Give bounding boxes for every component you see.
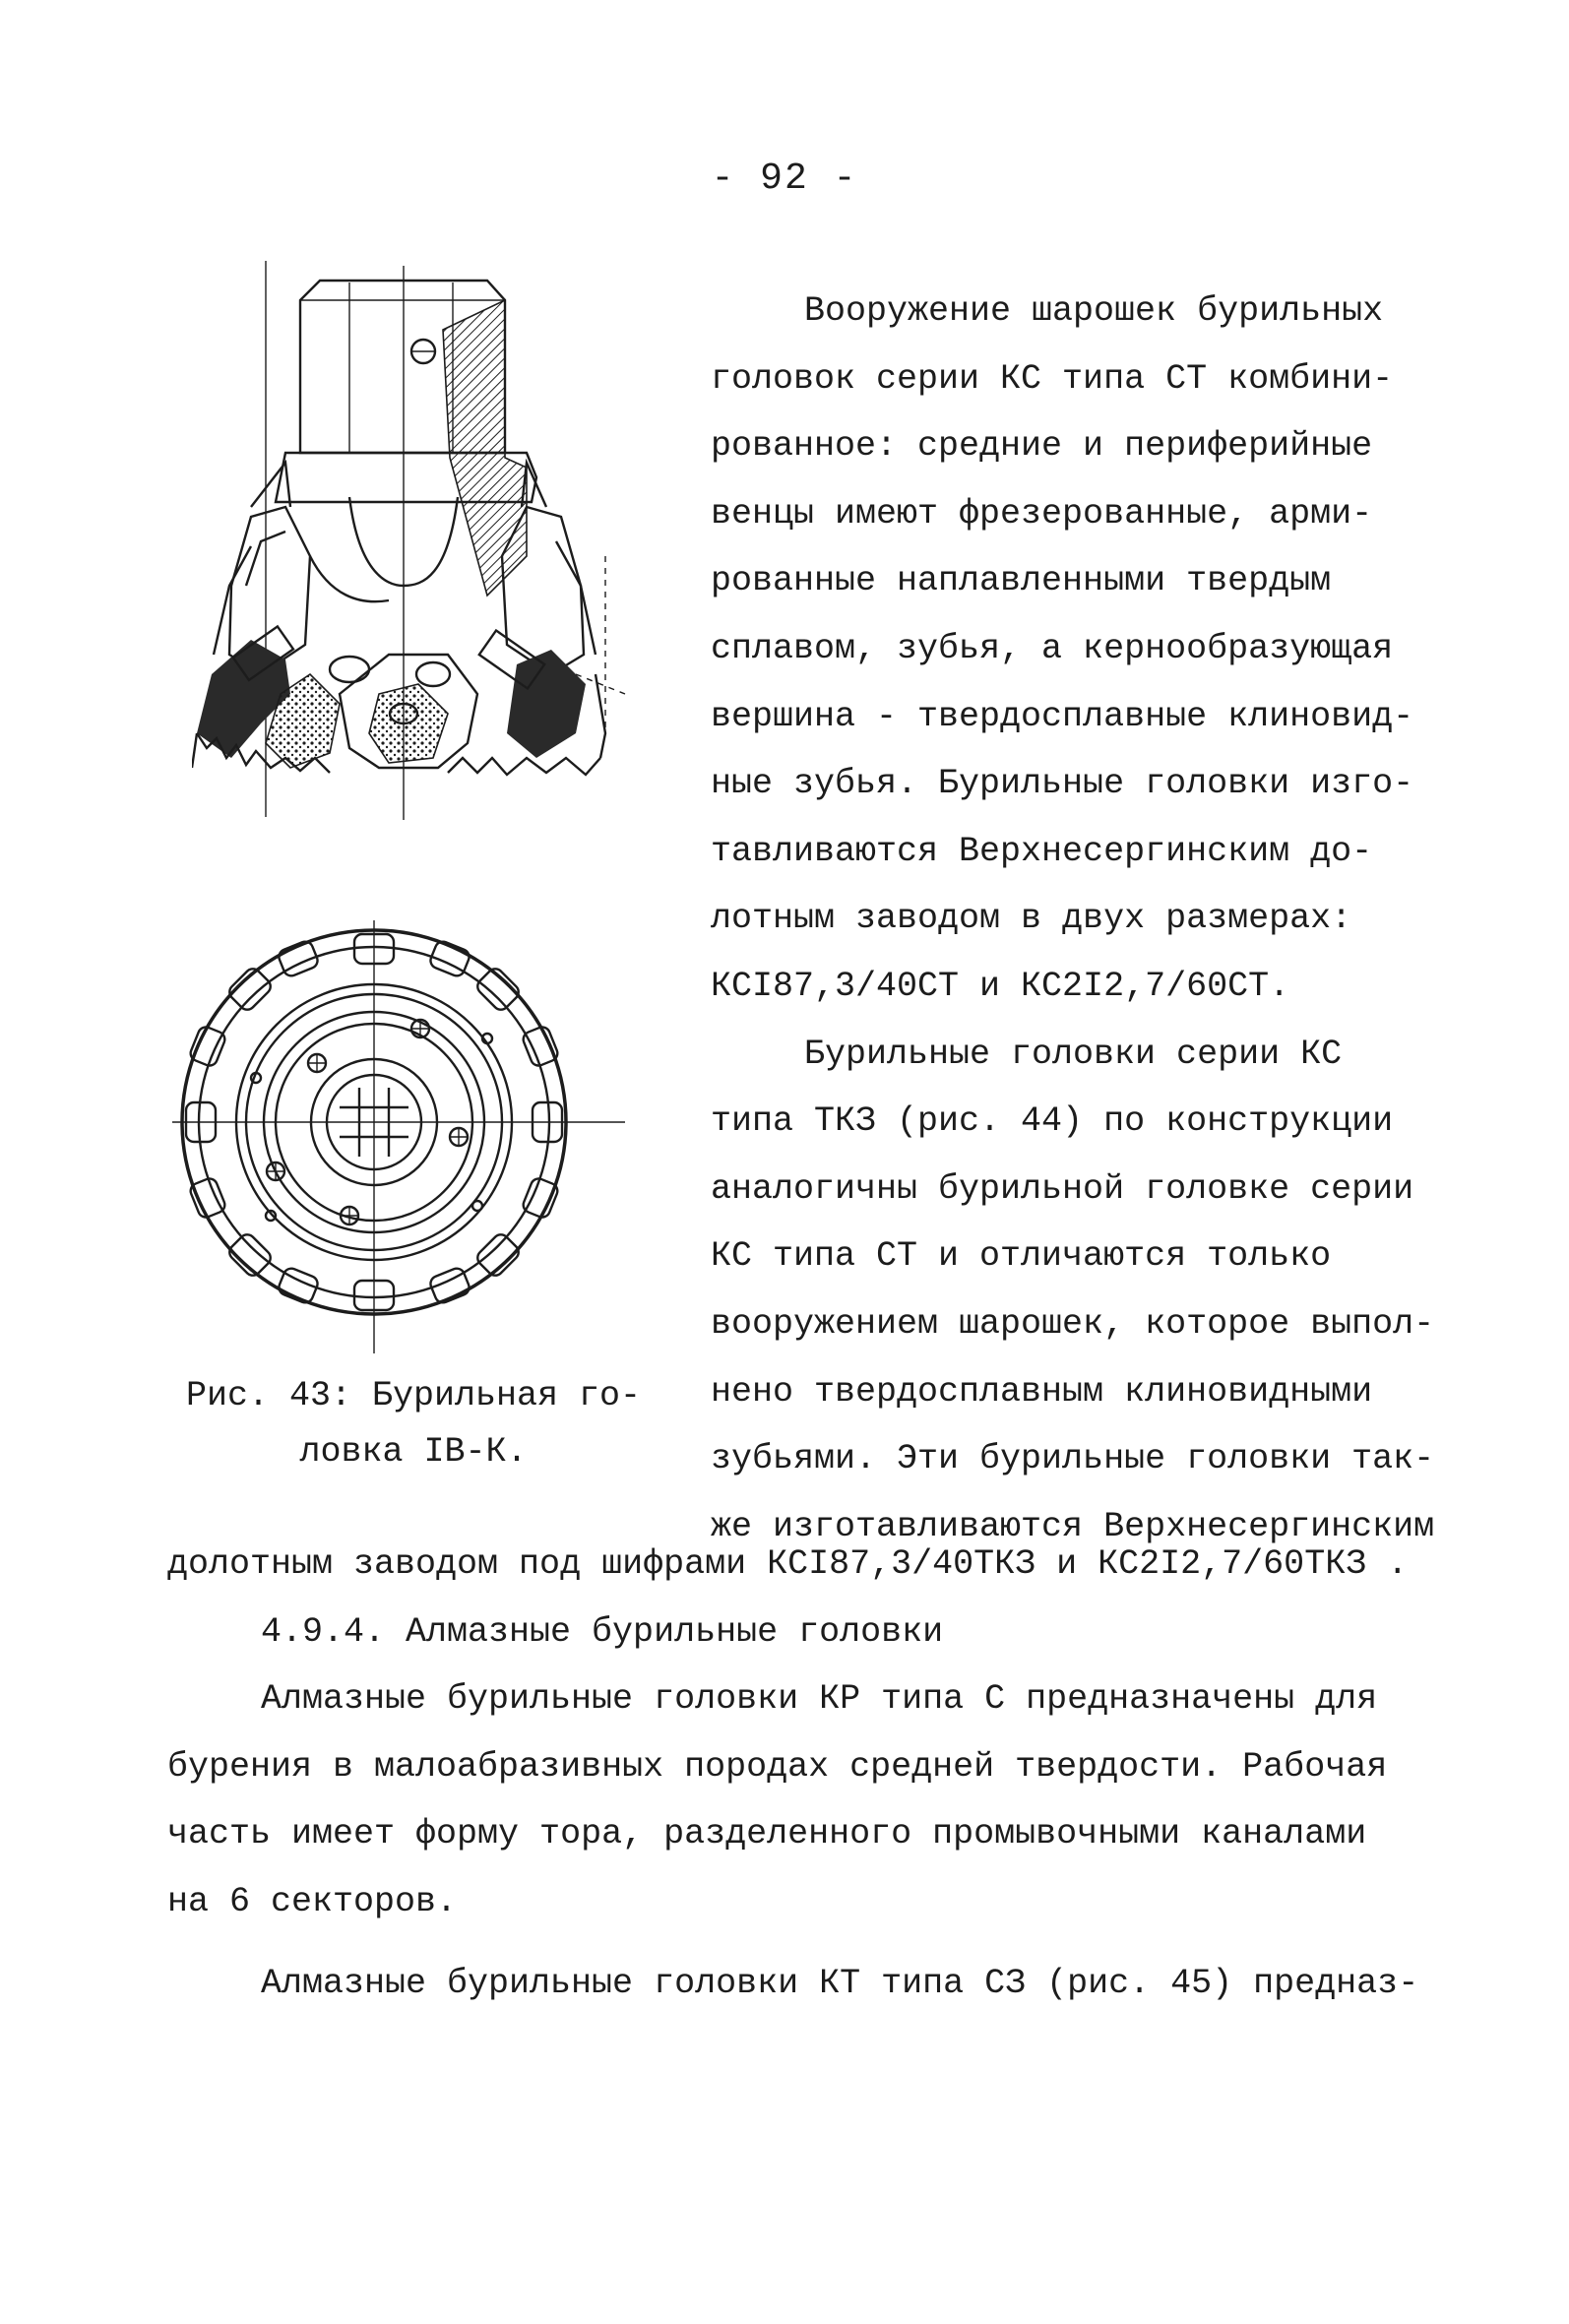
text-line: вершина - твердосплавные клиновид- [711, 696, 1414, 736]
text-line: Алмазные бурильные головки КР типа С предназначены для [261, 1679, 1378, 1720]
text-line: лотным заводом в двух размерах: [711, 899, 1352, 939]
text-line: типа ТКЗ (рис. 44) по конструкции [711, 1101, 1394, 1142]
text-line: рованное: средние и периферийные [711, 426, 1373, 467]
text-line: Вооружение шарошек бурильных [804, 291, 1384, 331]
side-column-text [711, 278, 1439, 1560]
text-line: долотным заводом под шифрами КСI87,3/40ТКЗ и КС2I2,7/60ТКЗ . [167, 1544, 1409, 1584]
text-line: Бурильные головки серии КС [804, 1034, 1343, 1074]
text-line: рованные наплавленными твердым [711, 561, 1332, 601]
text-line: зубьями. Эти бурильные головки так- [711, 1439, 1435, 1479]
text-line: бурения в малоабразивных породах средней твердости. Рабочая [167, 1746, 1388, 1787]
text-line: часть имеет форму тора, разделенного промывочными каналами [167, 1814, 1367, 1854]
section-heading: 4.9.4. Алмазные бурильные головки [261, 1611, 944, 1652]
text-line: КСI87,3/40СТ и КС2I2,7/60СТ. [711, 966, 1290, 1006]
text-line: ные зубья. Бурильные головки изго- [711, 764, 1414, 804]
figure-caption [177, 1368, 650, 1480]
figure-caption-line-1: Рис. 43: Бурильная го- [185, 1376, 642, 1415]
text-line: на 6 секторов. [167, 1881, 458, 1921]
page-number: - 92 - [711, 157, 858, 200]
text-line: же изготавливаются Верхнесергинским [711, 1506, 1435, 1546]
text-line: вооружением шарошек, которое выпол- [711, 1303, 1435, 1344]
text-line: тавливаются Верхнесергинским до- [711, 831, 1373, 871]
full-width-text [167, 1531, 1447, 2017]
drill-head-side-view-drawing [192, 261, 640, 822]
text-line: Алмазные бурильные головки КТ типа СЗ (рис. 45) предназ- [261, 1963, 1419, 2003]
drill-head-plan-view-drawing [172, 920, 625, 1363]
text-line: нено твердосплавным клиновидными [711, 1371, 1373, 1412]
text-line: головок серии КС типа СТ комбини- [711, 358, 1394, 399]
text-line: аналогичны бурильной головке серии [711, 1168, 1414, 1209]
text-line: венцы имеют фрезерованные, арми- [711, 493, 1373, 534]
text-line: сплавом, зубья, а кернообразующая [711, 628, 1394, 668]
text-line: КС типа СТ и отличаются только [711, 1236, 1332, 1277]
figure-caption-line-2: ловка IВ-К. [299, 1432, 528, 1472]
